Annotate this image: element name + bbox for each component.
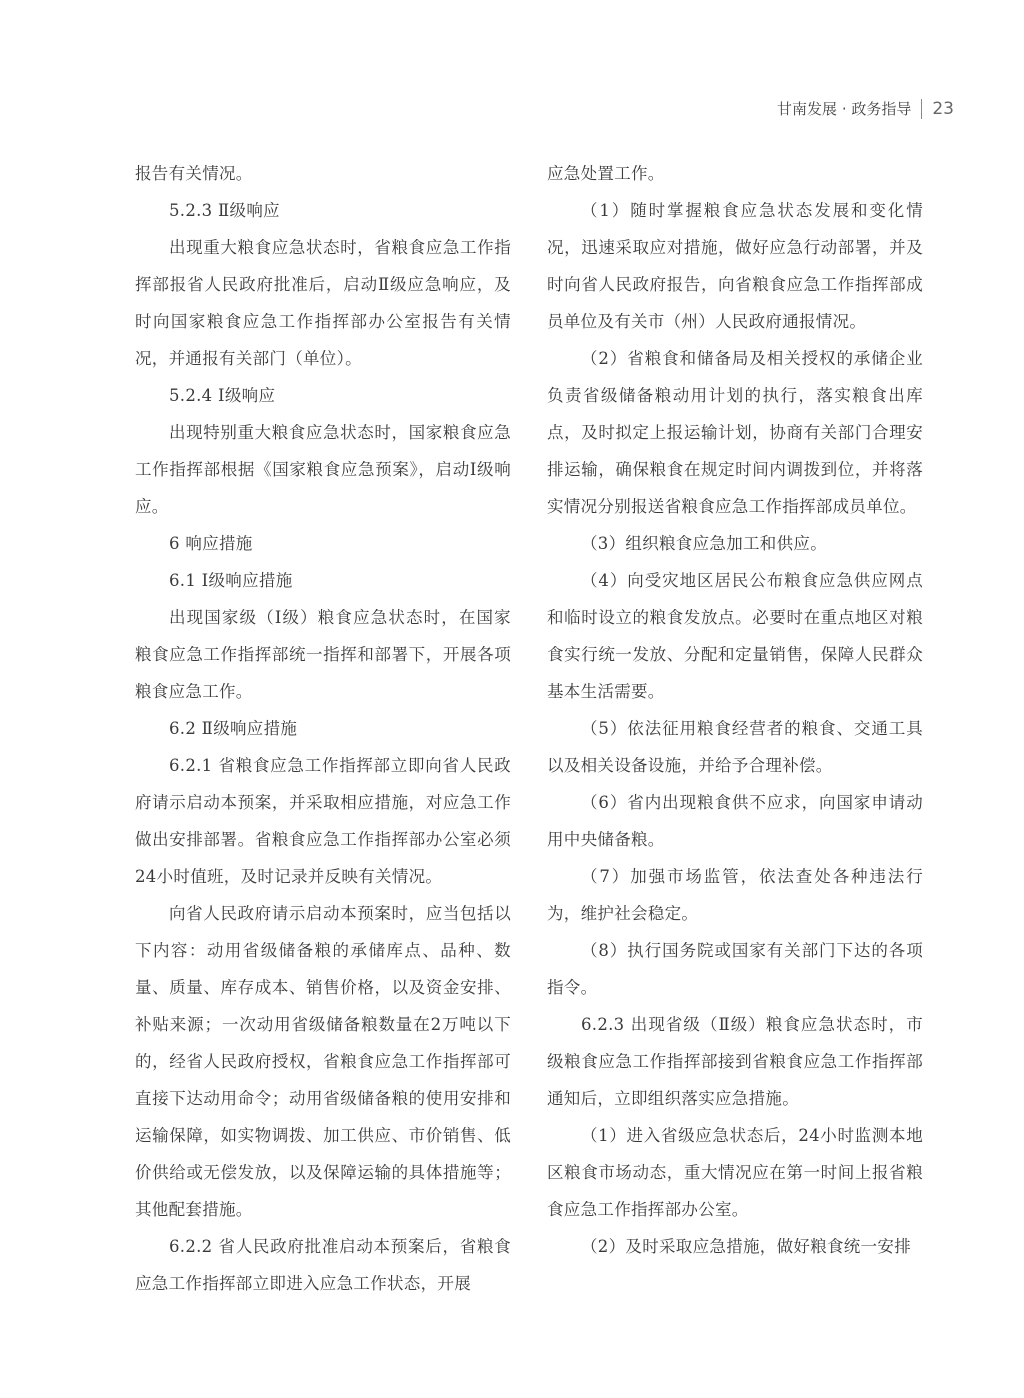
section-heading: 6.1 Ⅰ级响应措施 [169,571,293,590]
list-item: （2）及时采取应急措施，做好粮食统一安排 [581,1237,911,1256]
list-item: （8）执行国务院或国家有关部门下达的各项指令。 [547,941,923,997]
paragraph: 向省人民政府请示启动本预案时，应当包括以下内容：动用省级储备粮的承储库点、品种、数量、质量、库存成本、销售价格，以及资金安排、补贴来源；一次动用省级储备粮数量在2万吨以下的，经省人民政府授权，省粮食应急工作指挥部可直接下达动用命令；动用省级储备粮的使用安排和运输保障，如实物调拨、加工供应、市价销售、低价供给或无偿发放，以及保障运输的具体措施等；其他配套措施。 [135,904,511,1219]
list-item: （7）加强市场监管，依法查处各种违法行为，维护社会稳定。 [547,867,923,923]
list-item: （1）进入省级应急状态后，24小时监测本地区粮食市场动态，重大情况应在第一时间上报省粮食应急工作指挥部办公室。 [547,1126,923,1219]
list-item: （6）省内出现粮食供不应求，向国家申请动用中央储备粮。 [547,793,923,849]
left-column [135,155,511,1302]
paragraph: 出现特别重大粮食应急状态时，国家粮食应急工作指挥部根据《国家粮食应急预案》，启动Ⅰ级响应。 [135,423,511,516]
journal-title: 甘南发展 · 政务指导 [777,100,912,118]
paragraph: 6.2.2 省人民政府批准启动本预案后，省粮食应急工作指挥部立即进入应急工作状态，开展 [135,1237,511,1293]
list-item: （3）组织粮食应急加工和供应。 [581,534,827,553]
paragraph: 应急处置工作。 [547,164,665,183]
section-heading: 6.2 Ⅱ级响应措施 [169,719,298,738]
list-item: （1）随时掌握粮食应急状态发展和变化情况，迅速采取应对措施，做好应急行动部署，并及时向省人民政府报告，向省粮食应急工作指挥部成员单位及有关市（州）人民政府通报情况。 [547,201,923,331]
paragraph: 6.2.1 省粮食应急工作指挥部立即向省人民政府请示启动本预案，并采取相应措施，对应急工作做出安排部署。省粮食应急工作指挥部办公室必须24小时值班，及时记录并反映有关情况。 [135,756,511,886]
list-item: （4）向受灾地区居民公布粮食应急供应网点和临时设立的粮食发放点。必要时在重点地区对粮食实行统一发放、分配和定量销售，保障人民群众基本生活需要。 [547,571,923,701]
paragraph: 报告有关情况。 [135,164,253,183]
section-heading: 5.2.4 Ⅰ级响应 [169,386,276,405]
right-column [547,155,923,1265]
paragraph: 出现重大粮食应急状态时，省粮食应急工作指挥部报省人民政府批准后，启动Ⅱ级应急响应，及时向国家粮食应急工作指挥部办公室报告有关情况，并通报有关部门（单位）。 [135,238,511,368]
running-header [777,98,954,119]
list-item: （2）省粮食和储备局及相关授权的承储企业负责省级储备粮动用计划的执行，落实粮食出库点，及时拟定上报运输计划，协商有关部门合理安排运输，确保粮食在规定时间内调拨到位，并将落实情况分别报送省粮食应急工作指挥部成员单位。 [547,349,923,516]
section-heading: 6 响应措施 [169,534,253,553]
paragraph: 6.2.3 出现省级（Ⅱ级）粮食应急状态时，市级粮食应急工作指挥部接到省粮食应急工作指挥部通知后，立即组织落实应急措施。 [547,1015,923,1108]
page-number: 23 [932,98,954,119]
header-divider [921,99,922,119]
section-heading: 5.2.3 Ⅱ级响应 [169,201,280,220]
paragraph: 出现国家级（Ⅰ级）粮食应急状态时，在国家粮食应急工作指挥部统一指挥和部署下，开展各项粮食应急工作。 [135,608,511,701]
list-item: （5）依法征用粮食经营者的粮食、交通工具以及相关设备设施，并给予合理补偿。 [547,719,923,775]
